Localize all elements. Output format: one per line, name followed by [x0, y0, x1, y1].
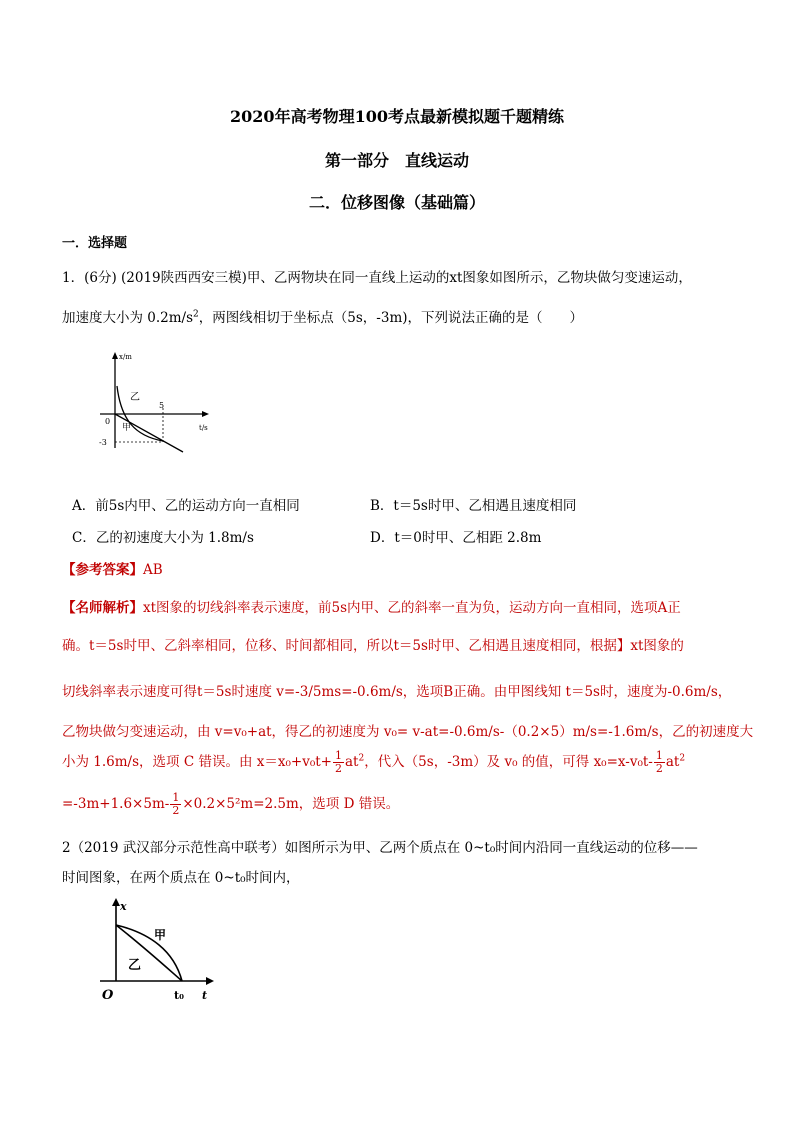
part-heading: 第一部分 直线运动 — [324, 151, 469, 170]
analysis-line6: =-3m+1.6×5m- $\frac{1}{2}$ ×0.2×5²m=2.5m，选项 D 错误。 — [62, 791, 400, 817]
y-axis-label: x — [120, 900, 127, 913]
tick-y-label: -3 — [99, 438, 107, 447]
option-b: B．t＝5s时甲、乙相遇且速度相同 — [370, 498, 577, 514]
analysis-line3: 切线斜率表示速度可得t＝5s时速度 v=-3/5ms=-0.6m/s，选项B正确。由甲图线知 t＝5s时，速度为-0.6m/s， — [62, 684, 732, 700]
answer-line: 【参考答案】AB — [62, 562, 163, 578]
y-axis-label: x/m — [119, 353, 132, 361]
fraction: $\frac{1}{2}$ — [655, 749, 663, 775]
fraction: $\frac{1}{2}$ — [172, 791, 180, 817]
yi-label: 乙 — [130, 392, 140, 403]
origin-label: 0 — [105, 417, 111, 426]
document-title: 2020年高考物理100考点最新模拟题千题精练 — [230, 107, 564, 126]
analysis-line1: 【名师解析】xt图象的切线斜率表示速度，前5s内甲、乙的斜率一直为负，运动方向一直相同，选项A正 — [62, 600, 681, 616]
jia-line — [115, 414, 183, 452]
jia-label: 甲 — [154, 928, 167, 942]
option-c: C．乙的初速度大小为 1.8m/s — [72, 530, 254, 546]
tick-x-label: 5 — [159, 401, 165, 410]
q1-stem-line1: 1．(6分) (2019陕西西安三模)甲、乙两物块在同一直线上运动的xt图象如图所示，乙物块做匀变速运动， — [62, 270, 692, 286]
analysis-line5: 小为 1.6m/s，选项 C 错误。由 x＝x₀+v₀t+ $\frac{1}{2}$ $at^2$，代入（5s，-3m）及 v₀ 的值，可得 x₀=x-v₀t- $\frac{1}{2}$ $at^2$ — [62, 749, 686, 775]
q2-stem-line1: 2（2019 武汉部分示范性高中联考）如图所示为甲、乙两个质点在 0~t₀时间内沿同一直线运动的位移—— — [62, 840, 698, 856]
option-d: D．t＝0时甲、乙相距 2.8m — [370, 530, 542, 546]
q2-stem-line2: 时间图象，在两个质点在 0~t₀时间内， — [62, 870, 300, 886]
yi-curve — [116, 925, 182, 981]
yi-label: 乙 — [128, 958, 142, 973]
origin-label: O — [102, 988, 114, 1003]
jia-label: 甲 — [122, 423, 132, 433]
analysis-line2: 确。t＝5s时甲、乙斜率相同，位移、时间都相同，所以t＝5s时甲、乙相遇且速度相同，根据】xt图象的 — [62, 638, 684, 654]
fraction: $\frac{1}{2}$ — [334, 749, 342, 775]
section-heading: 一．选择题 — [62, 236, 128, 251]
tick-x-label: t₀ — [174, 989, 184, 1002]
q1-stem-line2: 加速度大小为 $0.2m/s^2$，两图线相切于坐标点（5s，-3m)，下列说法正确的是（ ） — [62, 309, 584, 326]
x-axis-label: t — [202, 989, 208, 1002]
chapter-subtitle: 二．位移图像（基础篇） — [308, 193, 485, 212]
q2-xt-graph — [90, 895, 220, 1005]
q1-xt-graph — [95, 348, 220, 458]
analysis-line4: 乙物块做匀变速运动，由 v=v₀+at，得乙的初速度为 v₀= v-at=-0.6m/s-（0.2×5）m/s=-1.6m/s，乙的初速度大 — [62, 724, 754, 740]
x-axis-label: t/s — [199, 424, 208, 432]
option-a: A．前5s内甲、乙的运动方向一直相同 — [72, 498, 300, 514]
